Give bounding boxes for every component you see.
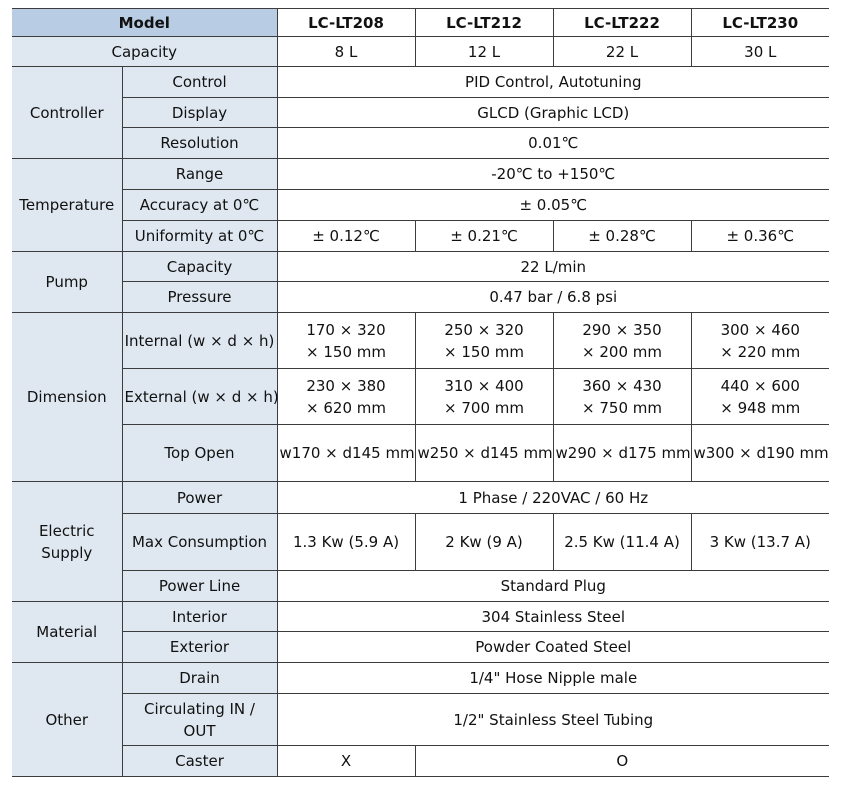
resolution-value: 0.01℃: [277, 128, 829, 159]
dimension-top-open-row: [12, 425, 829, 482]
controller-display-row: [12, 98, 829, 128]
model-name: LC-LT230: [691, 9, 829, 37]
temperature-accuracy-row: [12, 190, 829, 221]
max-consumption-value: 2 Kw (9 A): [415, 514, 553, 571]
model-name: LC-LT208: [277, 9, 415, 37]
internal-value: 250 × 320 × 150 mm: [415, 313, 553, 369]
interior-value: 304 Stainless Steel: [277, 602, 829, 632]
external-label: External (w × d × h): [122, 369, 277, 425]
controller-group-label: Controller: [12, 67, 122, 159]
power-line-value: Standard Plug: [277, 571, 829, 602]
electric-power-row: [12, 482, 829, 514]
internal-label: Internal (w × d × h): [122, 313, 277, 369]
other-group-label: Other: [12, 663, 122, 777]
dimension-external-row: [12, 369, 829, 425]
caster-label: Caster: [122, 746, 277, 777]
other-drain-row: [12, 663, 829, 694]
accuracy-value: ± 0.05℃: [277, 190, 829, 221]
external-value: 230 × 380 × 620 mm: [277, 369, 415, 425]
power-line-label: Power Line: [122, 571, 277, 602]
model-name: LC-LT212: [415, 9, 553, 37]
uniformity-value: ± 0.21℃: [415, 221, 553, 252]
caster-value: O: [415, 746, 829, 777]
model-header: Model: [12, 9, 277, 37]
power-value: 1 Phase / 220VAC / 60 Hz: [277, 482, 829, 514]
electric-max-consumption-row: [12, 514, 829, 571]
dimension-group-label: Dimension: [12, 313, 122, 482]
capacity-value: 8 L: [277, 37, 415, 67]
exterior-value: Powder Coated Steel: [277, 632, 829, 663]
display-value: GLCD (Graphic LCD): [277, 98, 829, 128]
material-interior-row: [12, 602, 829, 632]
material-exterior-row: [12, 632, 829, 663]
top-open-label: Top Open: [122, 425, 277, 482]
top-open-value: w250 × d145 mm: [415, 425, 553, 482]
internal-value: 290 × 350 × 200 mm: [553, 313, 691, 369]
controller-resolution-row: [12, 128, 829, 159]
caster-value: X: [277, 746, 415, 777]
max-consumption-value: 2.5 Kw (11.4 A): [553, 514, 691, 571]
top-open-value: w170 × d145 mm: [277, 425, 415, 482]
circulating-label: Circulating IN / OUT: [122, 694, 277, 746]
max-consumption-value: 3 Kw (13.7 A): [691, 514, 829, 571]
pump-capacity-label: Capacity: [122, 252, 277, 282]
pump-pressure-row: [12, 282, 829, 313]
range-value: -20℃ to +150℃: [277, 159, 829, 190]
capacity-label: Capacity: [12, 37, 277, 67]
drain-value: 1/4" Hose Nipple male: [277, 663, 829, 694]
external-value: 360 × 430 × 750 mm: [553, 369, 691, 425]
spec-table: [12, 8, 829, 777]
model-name: LC-LT222: [553, 9, 691, 37]
interior-label: Interior: [122, 602, 277, 632]
electric-power-line-row: [12, 571, 829, 602]
dimension-internal-row: [12, 313, 829, 369]
pump-capacity-value: 22 L/min: [277, 252, 829, 282]
capacity-value: 30 L: [691, 37, 829, 67]
controller-control-row: [12, 67, 829, 98]
capacity-value: 12 L: [415, 37, 553, 67]
uniformity-value: ± 0.28℃: [553, 221, 691, 252]
other-circulating-row: [12, 694, 829, 746]
pressure-value: 0.47 bar / 6.8 psi: [277, 282, 829, 313]
accuracy-label: Accuracy at 0℃: [122, 190, 277, 221]
temperature-range-row: [12, 159, 829, 190]
control-label: Control: [122, 67, 277, 98]
header-row: [12, 9, 829, 37]
circulating-value: 1/2" Stainless Steel Tubing: [277, 694, 829, 746]
internal-value: 300 × 460 × 220 mm: [691, 313, 829, 369]
top-open-value: w300 × d190 mm: [691, 425, 829, 482]
uniformity-label: Uniformity at 0℃: [122, 221, 277, 252]
drain-label: Drain: [122, 663, 277, 694]
uniformity-value: ± 0.12℃: [277, 221, 415, 252]
external-value: 310 × 400 × 700 mm: [415, 369, 553, 425]
external-value: 440 × 600 × 948 mm: [691, 369, 829, 425]
range-label: Range: [122, 159, 277, 190]
display-label: Display: [122, 98, 277, 128]
capacity-value: 22 L: [553, 37, 691, 67]
temperature-uniformity-row: [12, 221, 829, 252]
material-group-label: Material: [12, 602, 122, 663]
electric-group-label: Electric Supply: [12, 482, 122, 602]
resolution-label: Resolution: [122, 128, 277, 159]
pump-group-label: Pump: [12, 252, 122, 313]
uniformity-value: ± 0.36℃: [691, 221, 829, 252]
pressure-label: Pressure: [122, 282, 277, 313]
exterior-label: Exterior: [122, 632, 277, 663]
max-consumption-label: Max Consumption: [122, 514, 277, 571]
other-caster-row: [12, 746, 829, 777]
capacity-row: [12, 37, 829, 67]
pump-capacity-row: [12, 252, 829, 282]
control-value: PID Control, Autotuning: [277, 67, 829, 98]
power-label: Power: [122, 482, 277, 514]
top-open-value: w290 × d175 mm: [553, 425, 691, 482]
max-consumption-value: 1.3 Kw (5.9 A): [277, 514, 415, 571]
internal-value: 170 × 320 × 150 mm: [277, 313, 415, 369]
temperature-group-label: Temperature: [12, 159, 122, 252]
